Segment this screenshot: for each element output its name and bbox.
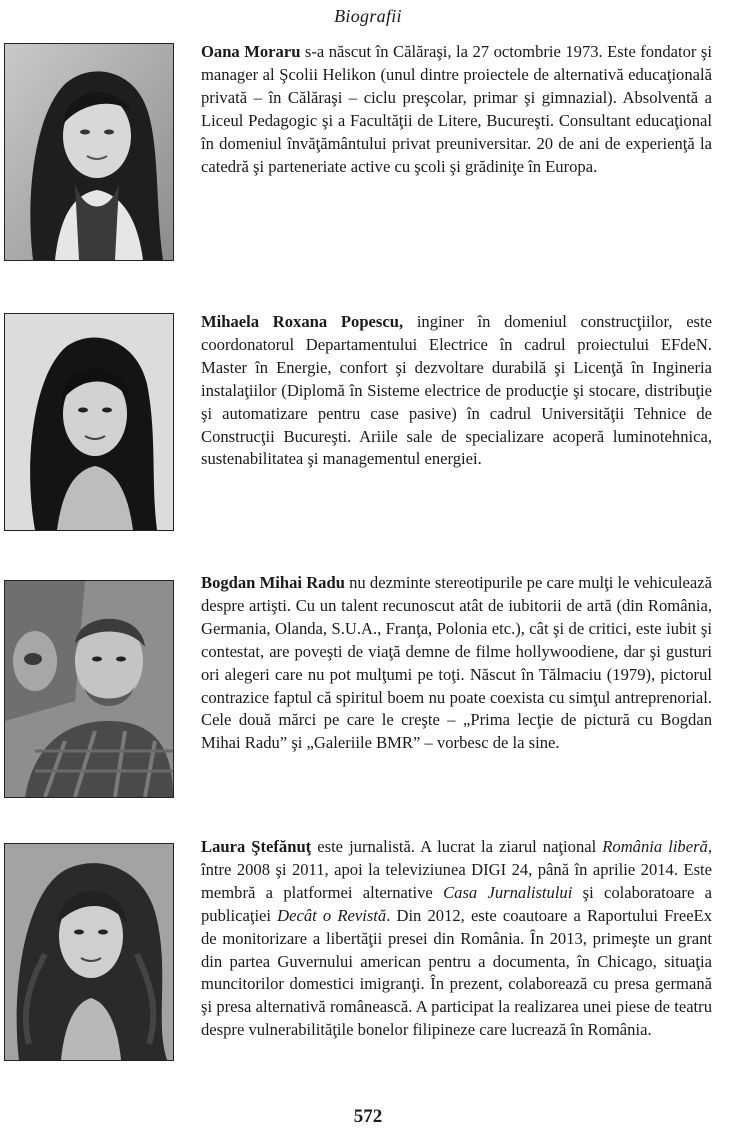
biography-body: inginer în domeniul construcţiilor, este coordonatorul Departamentului Electrice în cadrul proiectului EFdeN. Master în Energie, confort şi dezvoltare durabilă şi Licenţă în Ingineria instalaţiilor (Diplomă în Sisteme electrice de producţie şi stocare, distribuţie şi automatizare pentru case pasive) în cadrul Universităţii Tehnice de Construcţii Bucureşti. Ariile sale de specializare acoperă luminotehnica, sustenabilitatea şi managementul energiei. xyxy=(201,312,712,469)
portrait-photo-mihaela-roxana-popescu xyxy=(4,313,174,531)
portrait-photo-oana-moraru xyxy=(4,43,174,261)
biography-text xyxy=(201,41,712,178)
page-number: 572 xyxy=(353,1106,383,1127)
biography-body: nu dezminte stereotipurile pe care mulţi le vehiculează despre artişti. Cu un talent recunoscut atât de iubitorii de artă (din România, Germania, Olanda, S.U.A., Franţa, Polonia etc.), cât şi de critici, este iubit şi contestat, are poveşti de viaţă demne de filme hollywoodiene, dar şi gusturi ori alegeri care nu pot mulţumi pe toţi. Născut în Tălmaciu (1979), pictorul contrazice faptul că spiritul boem nu poate coexista cu simţul antreprenorial. Cele două mărci pe care le creşte – „Prima lecţie de pictură cu Bogdan Mihai Radu” şi „Galeriile BMR” – vorbesc de la sine. xyxy=(201,573,712,753)
person-name: Oana Moraru xyxy=(201,42,301,61)
biography-body-part-2: , între 2008 şi 2011, apoi la televiziunea DIGI 24, până în aprilie 2014. Este membră a platformei alternative xyxy=(201,837,713,902)
publication-title-casa-jurnalistului: Casa Jurnalistului xyxy=(443,882,573,902)
running-title: Biografii xyxy=(334,6,402,26)
biography-text xyxy=(201,572,712,755)
person-name: Mihaela Roxana Popescu, xyxy=(201,312,404,331)
publication-title-decat-o-revista: Decât o Revistă xyxy=(277,905,387,925)
biography-body-part-4: . Din 2012, este coautoare a Raportului FreeEx de monitorizare a libertăţii presei din România. În 2013, primeşte un grant din partea Guvernului american pentru a documenta, în Chicago, situaţia muncitorilor domestici imigranţi. În prezent, colaborează cu presa germană şi presa alternativă românească. A participat la realizarea unei piese de teatru despre vulnerabilităţile bonelor filipineze care lucrează în România. xyxy=(201,905,712,1040)
biography-body: s-a născut în Călăraşi, la 27 octombrie 1973. Este fondator şi manager al Şcolii Helikon (unul dintre proiectele de alternativă educaţională privată – în Călăraşi – ciclu preşcolar, primar şi gimnazial). Absolventă a Liceul Pedagogic şi a Facultăţii de Litere, Bucureşti. Consultant educaţional în domeniul învăţământului privat preuniversitar. 20 de ani de experienţă la catedră şi parteneriate active cu şcoli şi grădiniţe în Europa. xyxy=(201,42,713,176)
publication-title-romania-libera: România liberă xyxy=(602,837,708,856)
portrait-photo-bogdan-mihai-radu xyxy=(4,580,174,798)
biography-text xyxy=(201,836,712,1042)
biography-body-part-3: şi colaboratoare a publicaţiei xyxy=(201,882,712,925)
person-name: Bogdan Mihai Radu xyxy=(201,573,345,592)
biography-body-part-1: este jurnalistă. A lucrat la ziarul naţional xyxy=(311,837,603,856)
person-name: Laura Ştefănuţ xyxy=(201,837,312,856)
biography-text xyxy=(201,311,712,471)
portrait-photo-laura-stefanut xyxy=(4,843,174,1061)
